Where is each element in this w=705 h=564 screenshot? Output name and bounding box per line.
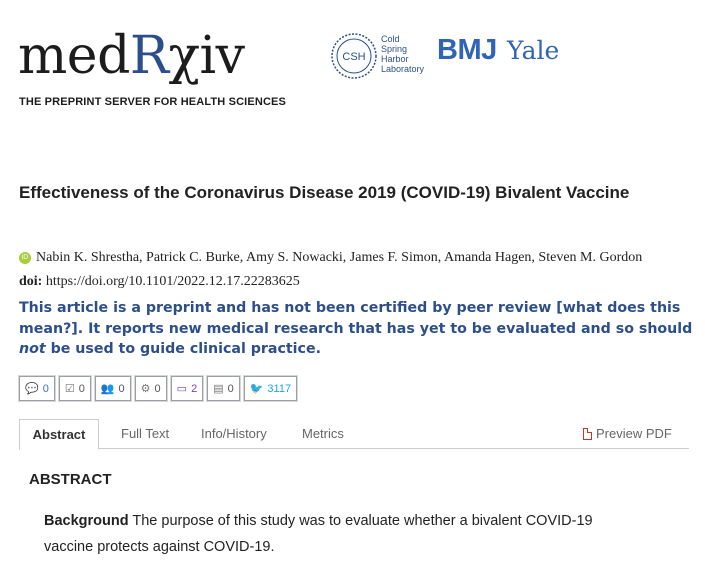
authors-text[interactable]: Nabin K. Shrestha, Patrick C. Burke, Amy S. Nowacki, James F. Simon, Amanda Hagen, Steven M. Gordon	[36, 250, 643, 265]
tab-metrics[interactable]: Metrics	[302, 426, 344, 441]
preprint-notice	[19, 298, 699, 360]
badge-count: 0	[42, 382, 49, 395]
background-text: The purpose of this study was to evaluate whether a bivalent COVID-19 vaccine protects against COVID-19.	[44, 513, 593, 555]
logo-r: R	[129, 26, 169, 86]
tab-info-history[interactable]: Info/History	[201, 426, 267, 441]
doi-line	[19, 274, 300, 290]
community-badge[interactable]	[95, 376, 131, 401]
automated-badge[interactable]	[135, 376, 167, 401]
notice-emphasis: not	[19, 341, 46, 357]
tab-full-text[interactable]: Full Text	[121, 426, 170, 441]
csh-logo-icon[interactable]	[330, 32, 378, 80]
background-label: Background	[44, 513, 129, 529]
article-title: Effectiveness of the Coronavirus Disease 2019 (COVID-19) Bivalent Vaccine	[19, 183, 630, 202]
csh-badge-text: CSH	[342, 51, 366, 63]
yale-logo[interactable]: Yale	[507, 36, 560, 65]
monitor-icon: ▭	[176, 383, 188, 395]
orcid-icon[interactable]: iD	[19, 252, 31, 264]
gears-icon: ⚙	[140, 383, 151, 395]
film-icon: ▤	[213, 383, 224, 395]
badge-count: 2	[191, 382, 198, 395]
csh-label	[381, 34, 424, 74]
notice-text-1[interactable]: This article is a preprint and has not been certified by peer review [what does this mean?]. It reports new medical research that has yet to be evaluated and so should	[19, 300, 693, 337]
medrxiv-logo[interactable]	[18, 26, 245, 86]
checkbox-icon: ☑	[64, 383, 75, 395]
bmj-logo[interactable]: BMJ	[437, 34, 497, 66]
media-badge[interactable]	[207, 376, 240, 401]
csh-line: Harbor	[381, 54, 409, 64]
users-icon: 👥	[100, 383, 115, 395]
logo-med: med	[18, 26, 130, 86]
logo-xiv: χiv	[168, 26, 245, 86]
notice-text-2: be used to guide clinical practice.	[45, 341, 321, 357]
preview-pdf-label: Preview PDF	[596, 426, 672, 441]
badge-count: 0	[154, 382, 161, 395]
article-tabs	[19, 419, 689, 449]
badge-count: 3117	[267, 382, 292, 395]
twitter-badge[interactable]	[244, 376, 297, 401]
tab-abstract[interactable]: Abstract	[19, 419, 99, 450]
blogs-badge[interactable]	[171, 376, 204, 401]
badge-count: 0	[227, 382, 234, 395]
csh-line: Laboratory	[381, 64, 425, 74]
badge-count: 0	[118, 382, 125, 395]
csh-line: Cold	[381, 34, 400, 44]
badge-count: 0	[78, 382, 85, 395]
preview-pdf-link[interactable]	[583, 419, 672, 449]
abstract-background	[44, 508, 644, 560]
metrics-badges	[19, 376, 297, 401]
tagline: THE PREPRINT SERVER FOR HEALTH SCIENCES	[19, 96, 287, 108]
comment-icon: 💬	[25, 383, 39, 395]
abstract-heading: ABSTRACT	[29, 471, 112, 488]
doi-link[interactable]: https://doi.org/10.1101/2022.12.17.22283625	[45, 274, 300, 289]
peer-review-badge[interactable]	[59, 376, 91, 401]
author-list	[19, 250, 642, 266]
csh-line: Spring	[381, 44, 408, 54]
twitter-icon: 🐦	[249, 383, 264, 395]
pdf-icon	[583, 428, 592, 440]
doi-label: doi:	[19, 274, 43, 289]
comments-badge[interactable]	[19, 376, 55, 401]
